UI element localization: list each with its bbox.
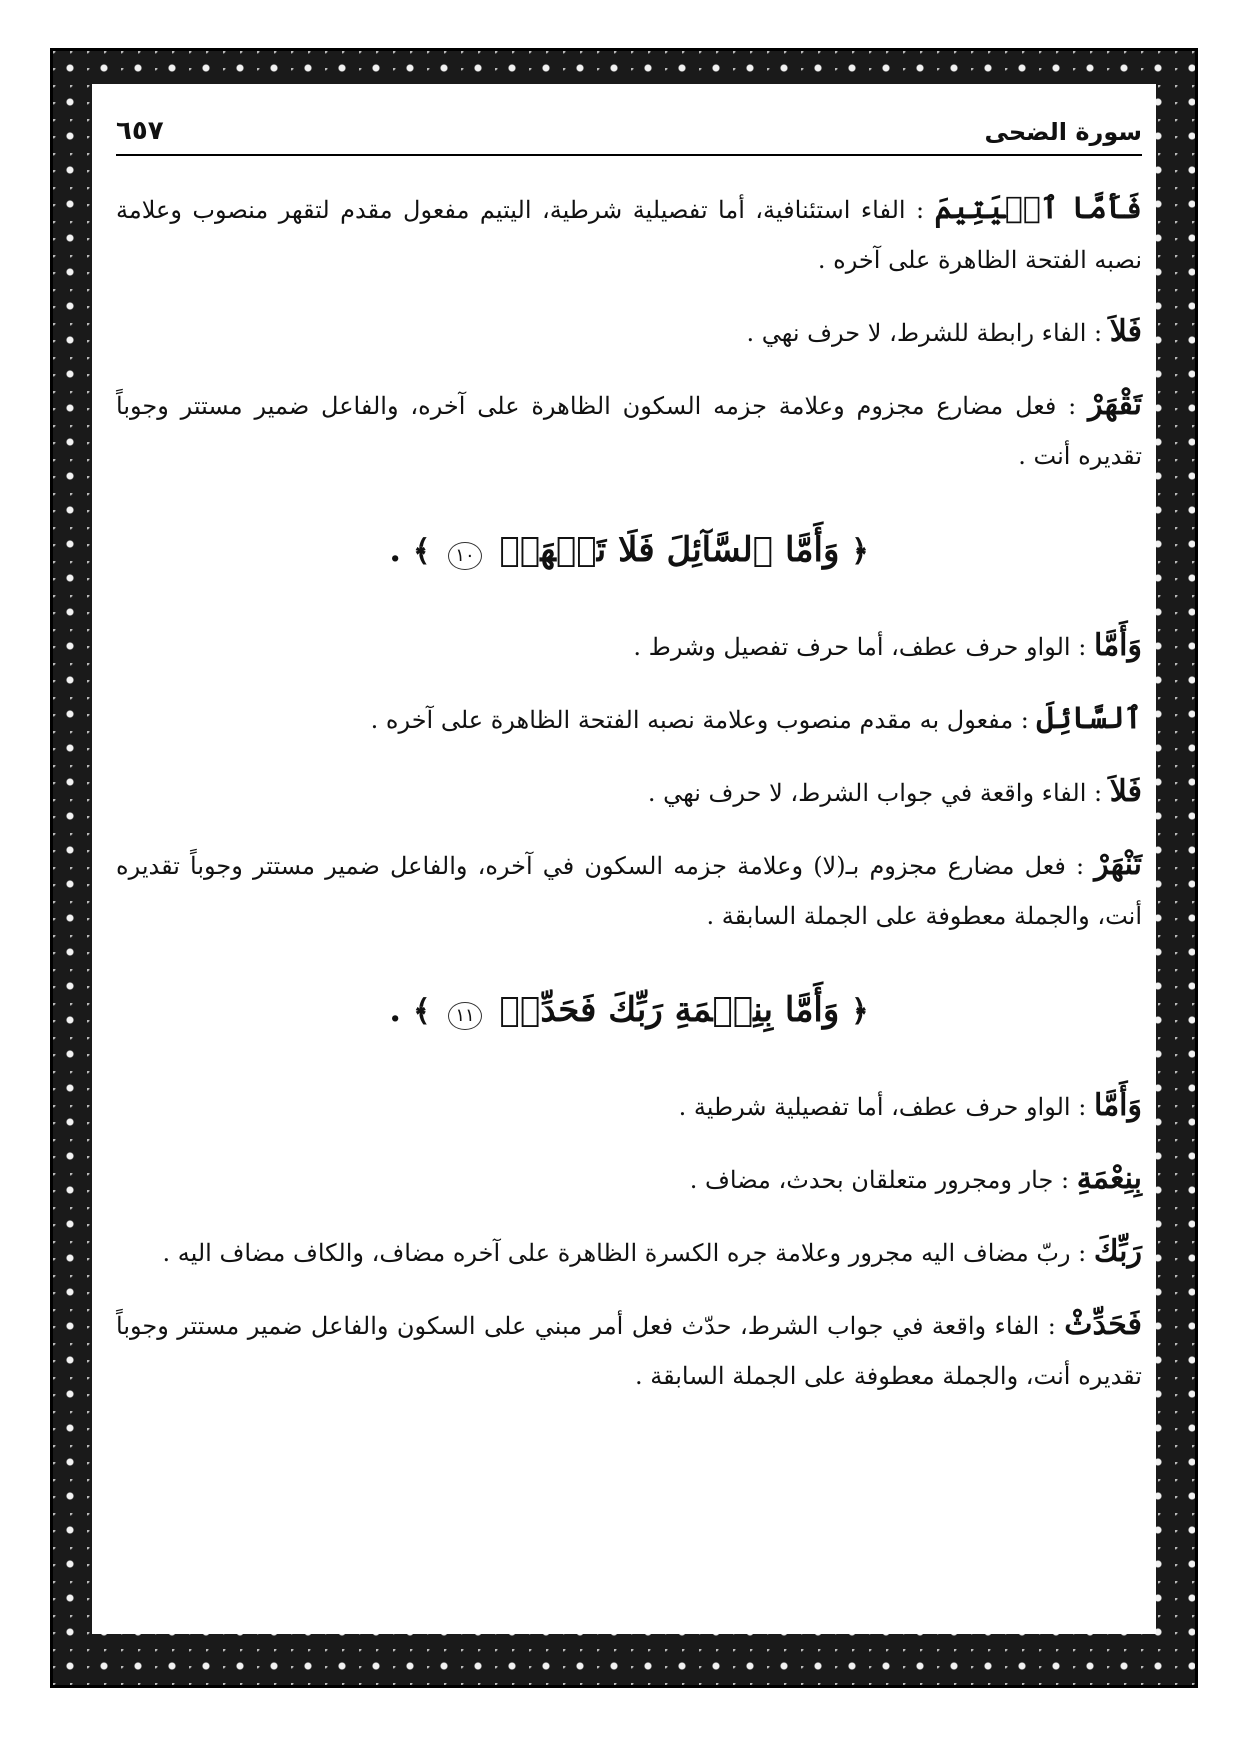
surah-title: سورة الضحى — [984, 118, 1142, 146]
page-header — [116, 114, 1142, 156]
entry-desc: : الفاء واقعة في جواب الشرط، لا حرف نهي . — [647, 779, 1103, 807]
verse-open-bracket: ﴿ — [851, 534, 869, 569]
section-1 — [116, 184, 1142, 481]
parsing-entry — [116, 1300, 1142, 1401]
parsing-entry — [116, 307, 1142, 358]
quran-verse-11 — [116, 985, 1142, 1037]
section-2 — [116, 621, 1142, 941]
verse-close-bracket: ﴾ — [412, 994, 431, 1029]
entry-term: فَأَمَّا ٱلۡيَتِيمَ — [934, 191, 1142, 226]
entry-term: وَأَمَّا — [1093, 1088, 1142, 1123]
section-3 — [116, 1081, 1142, 1401]
verse-open-bracket: ﴿ — [851, 994, 869, 1029]
page — [92, 84, 1156, 1634]
entry-desc: : فعل مضارع مجزوم وعلامة جزمه السكون الظاهرة على آخره، والفاعل ضمير مستتر وجوباً تقديره أنت . — [116, 392, 1142, 470]
parsing-entry — [116, 840, 1142, 941]
entry-term: فَلاَ — [1109, 314, 1142, 349]
entry-desc: : الواو حرف عطف، أما تفصيلية شرطية . — [678, 1093, 1087, 1121]
entry-desc: : الواو حرف عطف، أما حرف تفصيل وشرط . — [633, 633, 1087, 661]
quran-verse-10 — [116, 525, 1142, 577]
parsing-entry — [116, 380, 1142, 481]
entry-term: وَأَمَّا — [1093, 628, 1142, 663]
entry-term: بِنِعْمَةِ — [1076, 1161, 1142, 1196]
verse-close-bracket: ﴾ — [412, 534, 431, 569]
parsing-entry — [116, 621, 1142, 672]
entry-term: تَنْهَرْ — [1094, 847, 1142, 882]
page-content — [116, 184, 1142, 1423]
entry-desc: : الفاء رابطة للشرط، لا حرف نهي . — [746, 319, 1103, 347]
verse-text: وَأَمَّا ٱلسَّآئِلَ فَلَا تَنۡهَرۡ — [499, 530, 840, 570]
ayah-number: ١٠ — [448, 542, 481, 570]
entry-desc: : جار ومجرور متعلقان بحدث، مضاف . — [689, 1166, 1070, 1194]
parsing-entry — [116, 694, 1142, 745]
page-number: ٦٥٧ — [116, 116, 164, 146]
entry-desc: : الفاء واقعة في جواب الشرط، حدّث فعل أمر مبني على السكون والفاعل ضمير مستتر وجوباً تقديره أنت، والجملة معطوفة على الجملة السابقة . — [116, 1312, 1142, 1390]
parsing-entry — [116, 184, 1142, 285]
entry-term: تَقْهَرْ — [1088, 387, 1142, 422]
entry-desc: : ربّ مضاف اليه مجرور وعلامة جره الكسرة الظاهرة على آخره مضاف، والكاف مضاف اليه . — [162, 1239, 1087, 1267]
parsing-entry — [116, 1227, 1142, 1278]
ayah-number: ١١ — [448, 1002, 481, 1030]
parsing-entry — [116, 1081, 1142, 1132]
verse-tail: . — [389, 530, 402, 570]
entry-desc: : الفاء استئنافية، أما تفصيلية شرطية، اليتيم مفعول مقدم لتقهر منصوب وعلامة نصبه الفتحة الظاهرة على آخره . — [116, 196, 1142, 274]
entry-desc: : مفعول به مقدم منصوب وعلامة نصبه الفتحة الظاهرة على آخره . — [370, 706, 1029, 734]
entry-term: فَلاَ — [1109, 774, 1142, 809]
parsing-entry — [116, 1154, 1142, 1205]
verse-tail: . — [389, 990, 402, 1030]
parsing-entry — [116, 767, 1142, 818]
entry-term: ٱلسَّائِلَ — [1036, 701, 1142, 736]
entry-desc: : فعل مضارع مجزوم بـ(لا) وعلامة جزمه السكون في آخره، والفاعل ضمير مستتر وجوباً تقديره أنت، والجملة معطوفة على الجملة السابقة . — [116, 852, 1142, 930]
verse-text: وَأَمَّا بِنِعۡمَةِ رَبِّكَ فَحَدِّثۡ — [499, 990, 840, 1030]
entry-term: رَبِّكَ — [1093, 1234, 1142, 1269]
entry-term: فَحَدِّثْ — [1064, 1307, 1142, 1342]
